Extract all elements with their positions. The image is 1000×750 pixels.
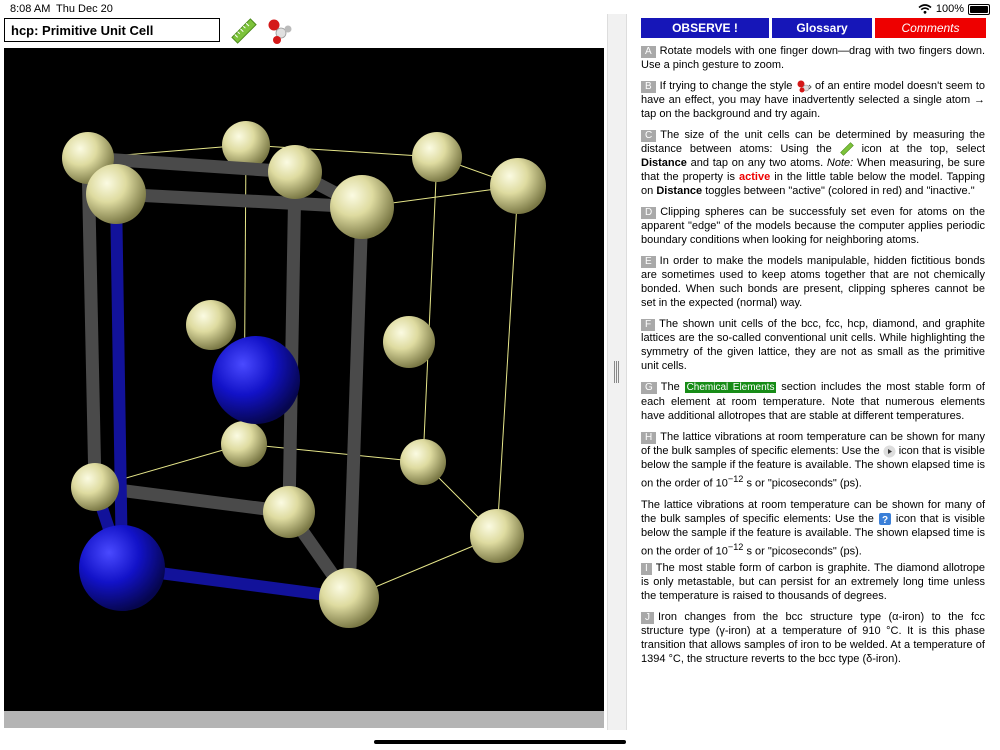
- comment-H: [641, 430, 985, 491]
- divider-grip-icon[interactable]: [612, 361, 620, 383]
- help-icon: [878, 512, 892, 526]
- comment-letter: A: [641, 46, 656, 58]
- atom: [319, 568, 379, 628]
- distance-term: Distance: [656, 185, 703, 198]
- atom: [412, 132, 462, 182]
- glossary-button[interactable]: Glossary: [772, 18, 872, 38]
- comment-text: The: [660, 381, 680, 394]
- exponent: −12: [727, 474, 744, 485]
- model-title: hcp: Primitive Unit Cell: [4, 18, 220, 42]
- comment-letter: B: [641, 81, 656, 93]
- atom: [400, 439, 446, 485]
- comment-text: In order to make the models manipulable, hidden fictitious bonds are sometimes used to keep atoms together that are not chemically bonded. When such bonds are present, clipping spheres cannot be set in the expected (normal) way.: [641, 255, 985, 310]
- comment-text: The lattice vibrations at room temperature can be shown for many of the bulk samples of specific elements: Use the: [641, 498, 985, 525]
- atom: [221, 421, 267, 467]
- atom: [263, 486, 315, 538]
- blue-atom: [79, 525, 165, 611]
- atom: [86, 164, 146, 224]
- comment-letter: G: [641, 382, 657, 394]
- comment-H-repeat: [641, 498, 985, 559]
- comment-letter: F: [641, 319, 655, 331]
- model-viewer[interactable]: [4, 48, 604, 711]
- comment-text: toggles between "active" (colored in red) and "inactive.": [705, 185, 975, 198]
- comment-text: Iron changes from the bcc structure type (α-iron) to the fcc structure type (γ-iron) at a temperature of 910 °C. It is this phase transition that allows samples of iron to be welded. At a temperature of 1394 °C, the structure reverts to the bcc type (δ-iron).: [641, 610, 985, 665]
- status-bar: [0, 0, 1000, 18]
- exponent: −12: [727, 541, 744, 552]
- comment-letter: C: [641, 130, 656, 142]
- comment-text: s or "picoseconds" (ps).: [746, 477, 862, 490]
- comment-J: [641, 610, 985, 666]
- play-icon: [883, 445, 896, 458]
- comment-letter: I: [641, 563, 652, 575]
- observe-button[interactable]: OBSERVE !: [641, 18, 769, 38]
- comments-button[interactable]: Comments: [875, 18, 986, 38]
- atom: [71, 463, 119, 511]
- comment-text: When measuring, be sure that the property is: [641, 157, 986, 184]
- status-time: 8:08 AM: [10, 3, 51, 15]
- comment-text: of an entire model doesn't seem to have an effect, you may have inadvertently selected a single atom → tap on the background and try again.: [641, 80, 985, 121]
- comment-letter: D: [641, 207, 656, 219]
- atom: [330, 175, 394, 239]
- comment-text: icon that is visible below the sample if the feature is available. The shown elapsed time is on the order of 10: [641, 445, 985, 490]
- comment-letter: J: [641, 612, 654, 624]
- note-label: Note:: [826, 157, 854, 170]
- comment-E: [641, 254, 985, 310]
- atom: [186, 300, 236, 350]
- viewer-bottom-bar: [4, 711, 604, 728]
- comment-text: and tap on any two atoms.: [690, 157, 824, 170]
- battery-icon: [968, 4, 990, 15]
- back-atoms: [186, 121, 462, 485]
- molecule-style-icon[interactable]: [265, 16, 295, 46]
- atom: [383, 316, 435, 368]
- comment-text: Clipping spheres can be successfuly set even for atoms on the apparent "edge" of the models because the computer applies periodic boundary conditions when looking for neighboring atoms.: [641, 206, 985, 247]
- battery-percent: 100%: [935, 3, 964, 15]
- home-indicator[interactable]: [374, 740, 626, 744]
- svg-text:?: ?: [881, 514, 888, 526]
- comments-panel: [641, 44, 985, 673]
- comment-text: The most stable form of carbon is graphite. The diamond allotrope is only metastable, but can persist for an extremely long time unless the temperature is raised to thousands of degrees.: [641, 561, 985, 602]
- atom: [268, 145, 322, 199]
- comment-I: [641, 561, 985, 603]
- comment-text: The size of the unit cells can be determined by measuring the distance between atoms: Using the: [641, 129, 985, 156]
- blue-atom: [212, 336, 300, 424]
- comment-text: The shown unit cells of the bcc, fcc, hcp, diamond, and graphite lattices are the so-called conventional unit cells. While highlighting the symmetry of the given lattice, they are not as small as the primitive unit cells.: [641, 318, 985, 373]
- atom: [490, 158, 546, 214]
- ruler-icon[interactable]: [229, 16, 259, 46]
- comment-text: icon that is visible below the sample if the feature is available. The shown elapsed time is on the order of 10: [641, 512, 985, 558]
- comment-text: section includes the most stable form of each element at room temperature. Note that numerous elements have additional allotropes that are stable at different temperatures.: [641, 381, 985, 423]
- distance-term: Distance: [641, 157, 687, 170]
- comment-G: [641, 380, 985, 423]
- comment-C: [641, 128, 985, 198]
- comment-text: in the little table below the model. Tapping on: [641, 171, 986, 198]
- ruler-icon: [840, 142, 854, 156]
- comment-letter: E: [641, 256, 656, 268]
- atom: [470, 509, 524, 563]
- status-right: [918, 3, 990, 15]
- wifi-icon: [918, 4, 932, 14]
- comment-D: [641, 205, 985, 247]
- chemical-elements-link[interactable]: Chemical Elements: [686, 382, 775, 394]
- comment-B: [641, 79, 985, 121]
- comment-F: [641, 317, 985, 373]
- comment-text: If trying to change the style: [659, 80, 793, 92]
- comment-text: Rotate models with one finger down—drag with two fingers down. Use a pinch gesture to zoom.: [641, 45, 985, 71]
- comment-text: s or "picoseconds" (ps).: [746, 545, 862, 558]
- comment-letter: H: [641, 432, 656, 444]
- comment-A: [641, 44, 985, 72]
- active-term: active: [739, 171, 771, 184]
- molecule-style-icon: [796, 79, 812, 93]
- status-date: Thu Dec 20: [56, 3, 113, 15]
- comment-text: The lattice vibrations at room temperature can be shown for many of the bulk samples of specific elements: Use the: [641, 431, 985, 458]
- comment-text: icon at the top, select: [861, 143, 986, 156]
